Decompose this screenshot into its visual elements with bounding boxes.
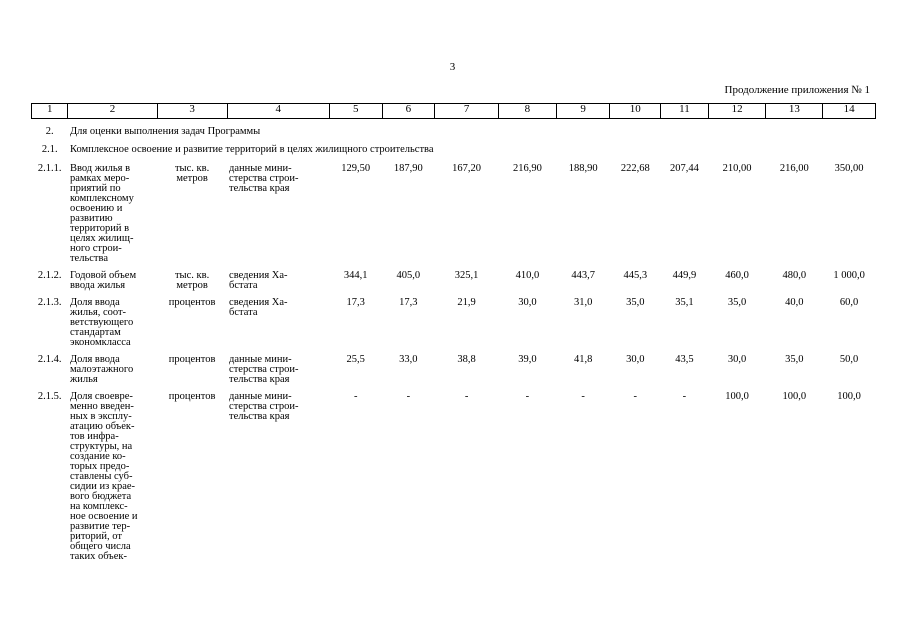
row-code: 2.1.5. [37, 391, 62, 402]
row-value: 31,0 [573, 297, 593, 308]
column-number-header [32, 104, 876, 119]
header-cell: 12 [708, 104, 766, 119]
header-cell: 3 [157, 104, 227, 119]
row-value: 460,0 [725, 270, 749, 281]
row-value: 188,90 [568, 163, 598, 174]
row-indicator-name: Доля своевре- менно введен- ных в эксплу- атацию объек- тов инфра- структуры, на создание ко- торых предо- ставлены суб- сидии из крае- вого бюджета на комплекс- ное освоение и развитие тер- риторий, от общего числа таких объек- [69, 391, 138, 562]
row-value: 60,0 [839, 297, 859, 308]
row-value: 30,0 [727, 354, 747, 365]
row-value: 187,90 [393, 163, 423, 174]
row-value: 216,00 [779, 163, 809, 174]
section-title: Для оценки выполнения задач Программы [69, 126, 261, 137]
row-value: 41,8 [573, 354, 593, 365]
row-source: данные мини- стерства строи- тельства края [229, 163, 299, 194]
header-cell: 5 [329, 104, 382, 119]
row-value: 325,1 [454, 270, 479, 281]
row-unit: тыс. кв. метров [174, 270, 210, 291]
page-number: 3 [449, 61, 456, 73]
header-cell: 2 [68, 104, 157, 119]
row-value: - [682, 391, 687, 402]
row-value: - [633, 391, 638, 402]
row-unit: тыс. кв. метров [174, 163, 210, 184]
row-value: - [581, 391, 585, 402]
section-row [32, 119, 876, 140]
row-value: 17,3 [399, 297, 418, 308]
row-code: 2.1.2. [37, 270, 62, 281]
subsection-code: 2.1. [41, 144, 58, 155]
row-value: 449,9 [672, 270, 697, 281]
header-cell: 14 [823, 104, 876, 119]
row-value: 35,0 [785, 354, 804, 365]
row-value: 35,1 [675, 297, 694, 308]
row-code: 2.1.1. [37, 163, 62, 174]
row-value: 100,0 [782, 391, 807, 402]
row-value: 480,0 [782, 270, 807, 281]
row-source: данные мини- стерства строи- тельства края [229, 391, 299, 422]
row-value: 1 000,0 [833, 270, 865, 281]
row-value: 167,20 [452, 163, 482, 174]
header-cell: 8 [499, 104, 557, 119]
row-value: 129,50 [341, 163, 371, 174]
row-value: 100,0 [725, 391, 749, 402]
row-unit: процентов [168, 354, 216, 365]
header-cell: 6 [382, 104, 435, 119]
header-cell: 1 [32, 104, 68, 119]
row-value: 443,7 [571, 270, 595, 281]
indicators-table [31, 103, 876, 562]
row-value: - [464, 391, 469, 402]
row-indicator-name: Годовой объем ввода жилья [69, 270, 137, 291]
row-value: 40,0 [785, 297, 804, 308]
row-value: - [353, 391, 358, 402]
row-value: 210,00 [722, 163, 752, 174]
table-row [32, 157, 876, 264]
header-cell: 10 [610, 104, 661, 119]
header-cell: 4 [227, 104, 329, 119]
row-source: сведения Ха- бстата [229, 297, 288, 318]
row-value: 43,5 [675, 354, 694, 365]
table-row [32, 385, 876, 562]
row-value: 25,5 [346, 354, 365, 365]
continuation-note: Продолжение приложения № 1 [724, 84, 870, 96]
row-value: 410,0 [515, 270, 540, 281]
row-indicator-name: Доля ввода жилья, соот- ветствующего стандартам экономкласса [69, 297, 134, 348]
row-indicator-name: Доля ввода малоэтажного жилья [69, 354, 134, 385]
row-value: 30,0 [518, 297, 537, 308]
table-row [32, 264, 876, 291]
row-code: 2.1.4. [37, 354, 62, 365]
row-value: - [525, 391, 530, 402]
row-value: 38,8 [457, 354, 476, 365]
row-value: 100,0 [837, 391, 861, 402]
row-code: 2.1.3. [37, 297, 62, 308]
row-source: сведения Ха- бстата [229, 270, 288, 291]
row-value: 405,0 [396, 270, 421, 281]
row-value: 39,0 [518, 354, 537, 365]
row-value: - [406, 391, 411, 402]
row-value: 21,9 [457, 297, 476, 308]
row-value: 222,68 [620, 163, 650, 174]
row-unit: процентов [168, 297, 216, 308]
subsection-title: Комплексное освоение и развитие территорий в целях жилищного строительства [69, 144, 434, 155]
table-row [32, 348, 876, 385]
row-value: 17,3 [346, 297, 365, 308]
header-cell: 7 [435, 104, 499, 119]
row-value: 207,44 [669, 163, 699, 174]
row-value: 30,0 [626, 354, 645, 365]
row-value: 35,0 [626, 297, 645, 308]
row-value: 350,00 [834, 163, 864, 174]
row-unit: процентов [168, 391, 216, 402]
row-indicator-name: Ввод жилья в рамках меро- приятий по комплексному освоению и развитию территорий в целях жилищ- ного строи- тельства [69, 163, 134, 264]
table-row [32, 291, 876, 348]
subsection-row [32, 139, 876, 157]
row-source: данные мини- стерства строи- тельства края [229, 354, 299, 385]
row-value: 35,0 [727, 297, 747, 308]
section-code: 2. [45, 126, 54, 137]
row-value: 445,3 [623, 270, 648, 281]
row-value: 344,1 [343, 270, 368, 281]
row-value: 216,90 [512, 163, 542, 174]
header-cell: 13 [766, 104, 823, 119]
row-value: 50,0 [839, 354, 859, 365]
header-cell: 11 [661, 104, 709, 119]
header-cell: 9 [556, 104, 610, 119]
row-value: 33,0 [399, 354, 418, 365]
